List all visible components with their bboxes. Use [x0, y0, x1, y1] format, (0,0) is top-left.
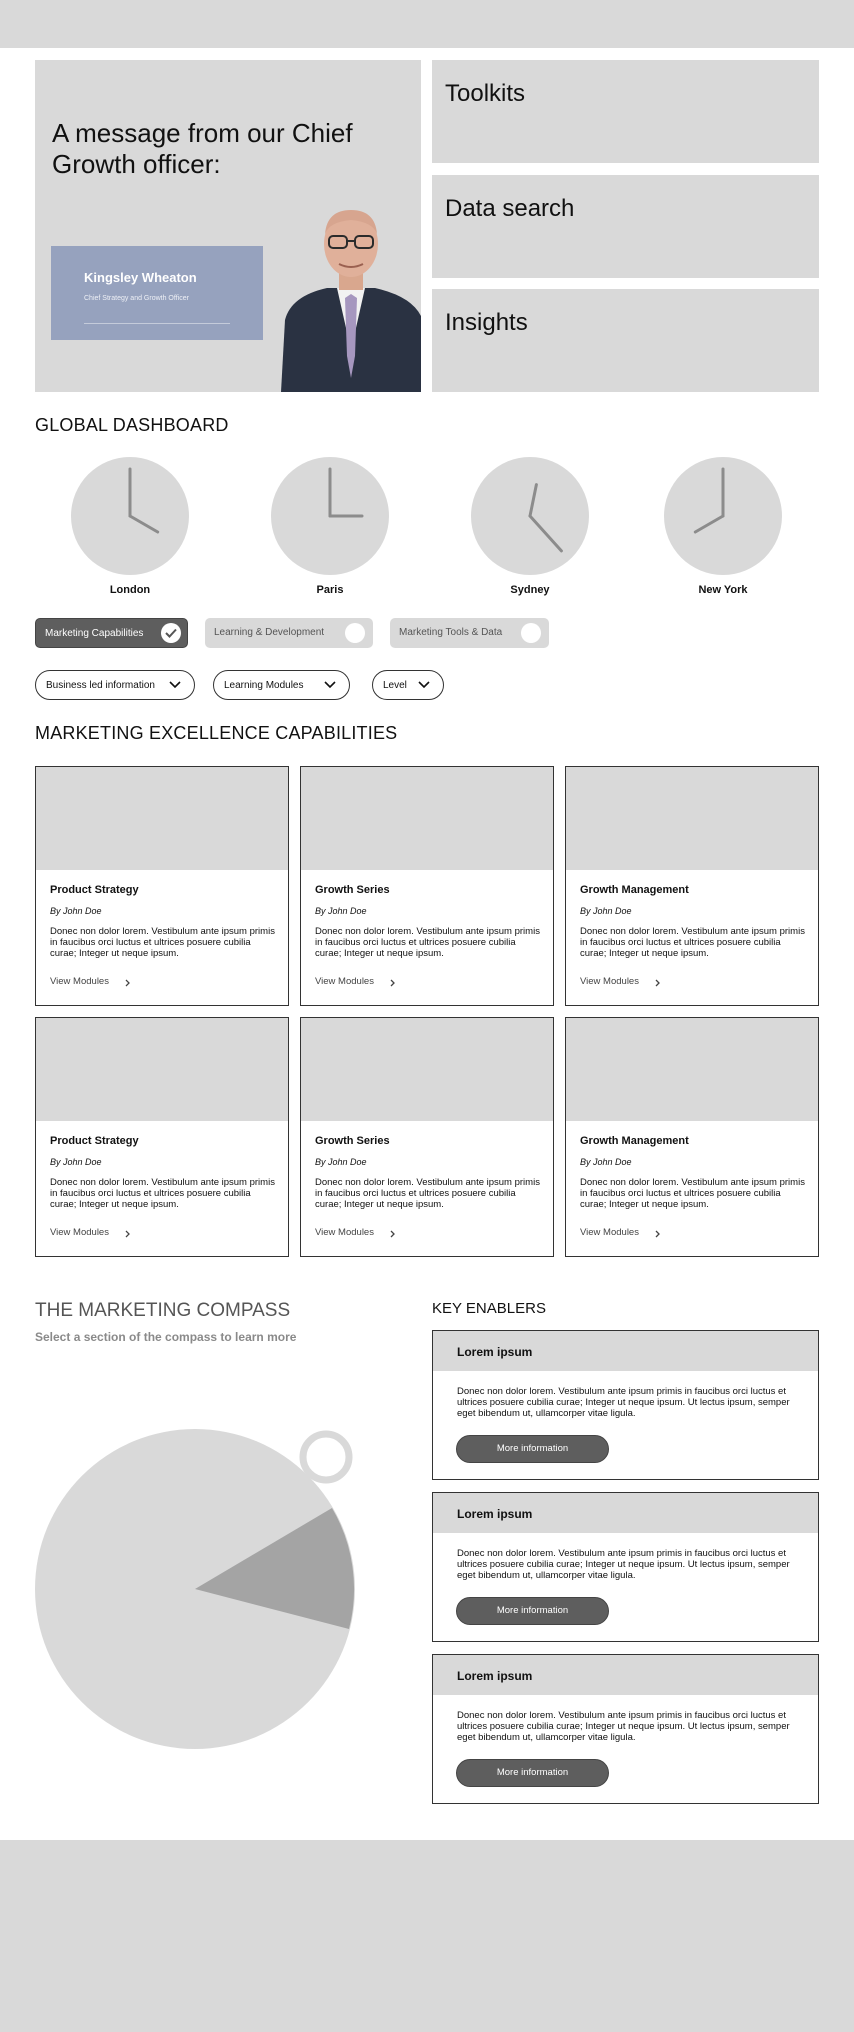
clock-city-label: New York [698, 584, 748, 596]
card-title: Product Strategy [50, 884, 139, 896]
chevron-down-icon [324, 681, 336, 689]
capability-card[interactable] [565, 766, 819, 1006]
capabilities-title: MARKETING EXCELLENCE CAPABILITIES [35, 723, 398, 743]
clock-paris [271, 457, 389, 575]
hour-hand [530, 485, 536, 516]
view-modules-link[interactable] [50, 1227, 109, 1238]
card-description: Donec non dolor lorem. Vestibulum ante ipsum primis in faucibus orci luctus et ultrices posuere cubilia curae; Integer ut neque ipsum. [580, 1177, 805, 1210]
compass-subtitle: Select a section of the compass to learn more [35, 1330, 297, 1344]
card-title: Growth Management [580, 884, 689, 896]
dropdown-business-led-information[interactable] [35, 670, 195, 700]
hour-hand [130, 516, 158, 532]
view-modules-label: View Modules [315, 976, 374, 987]
card-author: By John Doe [315, 1157, 367, 1167]
capability-card[interactable] [35, 766, 289, 1006]
view-modules-link[interactable] [50, 976, 109, 987]
card-description: Donec non dolor lorem. Vestibulum ante ipsum primis in faucibus orci luctus et ultrices posuere cubilia curae; Integer ut neque ipsum. [315, 926, 540, 959]
chevron-right-icon [390, 1230, 395, 1238]
view-modules-label: View Modules [580, 976, 639, 987]
clock-london-hands [71, 457, 189, 575]
card-image-placeholder [566, 1018, 818, 1121]
chevron-right-icon [125, 1230, 130, 1238]
key-enablers-title: KEY ENABLERS [432, 1300, 546, 1317]
toggle-knob-icon [345, 623, 365, 643]
clock-london [71, 457, 189, 575]
dashboard-title: GLOBAL DASHBOARD [35, 415, 229, 435]
enabler-description: Donec non dolor lorem. Vestibulum ante ipsum primis in faucibus orci luctus et ultrices posuere cubilia curae; Integer ut neque ipsum. Ut lectus ipsum, semper eget bibendum ut, ullamcorper vitae ligula. [457, 1710, 790, 1743]
tile-data-search-label: Data search [445, 195, 575, 222]
toggle-learning-development[interactable] [205, 618, 373, 648]
view-modules-link[interactable] [315, 976, 374, 987]
clock-new-york-hands [664, 457, 782, 575]
tile-toolkits-label: Toolkits [445, 80, 526, 107]
dropdown-label: Business led information [46, 680, 155, 691]
toggle-label: Marketing Capabilities [45, 628, 144, 639]
card-author: By John Doe [580, 1157, 632, 1167]
toggle-knob-icon [521, 623, 541, 643]
chevron-right-icon [390, 979, 395, 987]
top-bar [0, 0, 854, 48]
capability-card[interactable] [35, 1017, 289, 1257]
clock-city-label: London [109, 584, 151, 596]
hour-hand [695, 516, 723, 532]
minute-hand [530, 516, 561, 551]
chevron-right-icon [125, 979, 130, 987]
toggle-marketing-capabilities[interactable] [35, 618, 188, 648]
clock-new-york [664, 457, 782, 575]
more-information-button[interactable]: More information [456, 1435, 609, 1463]
executive-portrait [281, 200, 421, 392]
ceo-message-panel[interactable] [35, 60, 421, 392]
more-information-button[interactable]: More information [456, 1759, 609, 1787]
card-description: Donec non dolor lorem. Vestibulum ante ipsum primis in faucibus orci luctus et ultrices posuere cubilia curae; Integer ut neque ipsum. [50, 926, 275, 959]
view-modules-link[interactable] [315, 1227, 374, 1238]
compass-title: THE MARKETING COMPASS [35, 1300, 291, 1321]
toggle-marketing-tools-data[interactable] [390, 618, 549, 648]
clock-paris-hands [271, 457, 389, 575]
marketing-compass[interactable] [30, 1425, 360, 1755]
view-modules-link[interactable] [580, 1227, 639, 1238]
card-author: By John Doe [50, 906, 102, 916]
enabler-description: Donec non dolor lorem. Vestibulum ante ipsum primis in faucibus orci luctus et ultrices posuere cubilia curae; Integer ut neque ipsum. Ut lectus ipsum, semper eget bibendum ut, ullamcorper vitae ligula. [457, 1548, 790, 1581]
toggle-label: Learning & Development [214, 627, 325, 638]
dropdown-learning-modules[interactable] [213, 670, 350, 700]
clock-sydney [471, 457, 589, 575]
enabler-title: Lorem ipsum [457, 1507, 533, 1521]
chevron-right-icon [655, 979, 660, 987]
card-image-placeholder [566, 767, 818, 870]
card-title: Growth Series [315, 884, 390, 896]
executive-role: Chief Strategy and Growth Officer [84, 295, 189, 302]
name-card [51, 246, 263, 340]
clock-city-label: Paris [316, 584, 344, 596]
view-modules-label: View Modules [315, 1227, 374, 1238]
chevron-right-icon [655, 1230, 660, 1238]
dropdown-level[interactable] [372, 670, 444, 700]
name-card-divider [84, 323, 230, 324]
capability-card[interactable] [300, 766, 554, 1006]
hero-title: A message from our Chief Growth officer: [52, 118, 353, 179]
card-title: Product Strategy [50, 1135, 139, 1147]
view-modules-link[interactable] [580, 976, 639, 987]
enabler-card [432, 1654, 819, 1804]
executive-name: Kingsley Wheaton [84, 270, 197, 285]
card-description: Donec non dolor lorem. Vestibulum ante ipsum primis in faucibus orci luctus et ultrices posuere cubilia curae; Integer ut neque ipsum. [315, 1177, 540, 1210]
tile-toolkits[interactable] [432, 60, 819, 163]
card-image-placeholder [301, 1018, 553, 1121]
clock-city-label: Sydney [510, 584, 550, 596]
card-image-placeholder [301, 767, 553, 870]
capability-card[interactable] [565, 1017, 819, 1257]
view-modules-label: View Modules [50, 976, 109, 987]
enabler-title: Lorem ipsum [457, 1345, 533, 1359]
enabler-card [432, 1330, 819, 1480]
tile-data-search[interactable] [432, 175, 819, 278]
compass-knob-icon [303, 1434, 349, 1480]
card-author: By John Doe [50, 1157, 102, 1167]
toggle-label: Marketing Tools & Data [399, 627, 503, 638]
view-modules-label: View Modules [50, 1227, 109, 1238]
tile-insights[interactable] [432, 289, 819, 392]
enabler-card [432, 1492, 819, 1642]
view-modules-label: View Modules [580, 1227, 639, 1238]
check-icon [161, 623, 181, 643]
clock-sydney-hands [471, 457, 589, 575]
card-title: Growth Management [580, 1135, 689, 1147]
dropdown-label: Level [383, 680, 407, 691]
enabler-description: Donec non dolor lorem. Vestibulum ante ipsum primis in faucibus orci luctus et ultrices posuere cubilia curae; Integer ut neque ipsum. Ut lectus ipsum, semper eget bibendum ut, ullamcorper vitae ligula. [457, 1386, 790, 1419]
card-author: By John Doe [315, 906, 367, 916]
tile-insights-label: Insights [445, 309, 528, 336]
card-image-placeholder [36, 1018, 288, 1121]
card-title: Growth Series [315, 1135, 390, 1147]
chevron-down-icon [169, 681, 181, 689]
more-information-button[interactable]: More information [456, 1597, 609, 1625]
card-image-placeholder [36, 767, 288, 870]
card-author: By John Doe [580, 906, 632, 916]
card-description: Donec non dolor lorem. Vestibulum ante ipsum primis in faucibus orci luctus et ultrices posuere cubilia curae; Integer ut neque ipsum. [580, 926, 805, 959]
footer [0, 1840, 854, 2032]
card-description: Donec non dolor lorem. Vestibulum ante ipsum primis in faucibus orci luctus et ultrices posuere cubilia curae; Integer ut neque ipsum. [50, 1177, 275, 1210]
chevron-down-icon [418, 681, 430, 689]
dropdown-label: Learning Modules [224, 680, 304, 691]
enabler-title: Lorem ipsum [457, 1669, 533, 1683]
capability-card[interactable] [300, 1017, 554, 1257]
